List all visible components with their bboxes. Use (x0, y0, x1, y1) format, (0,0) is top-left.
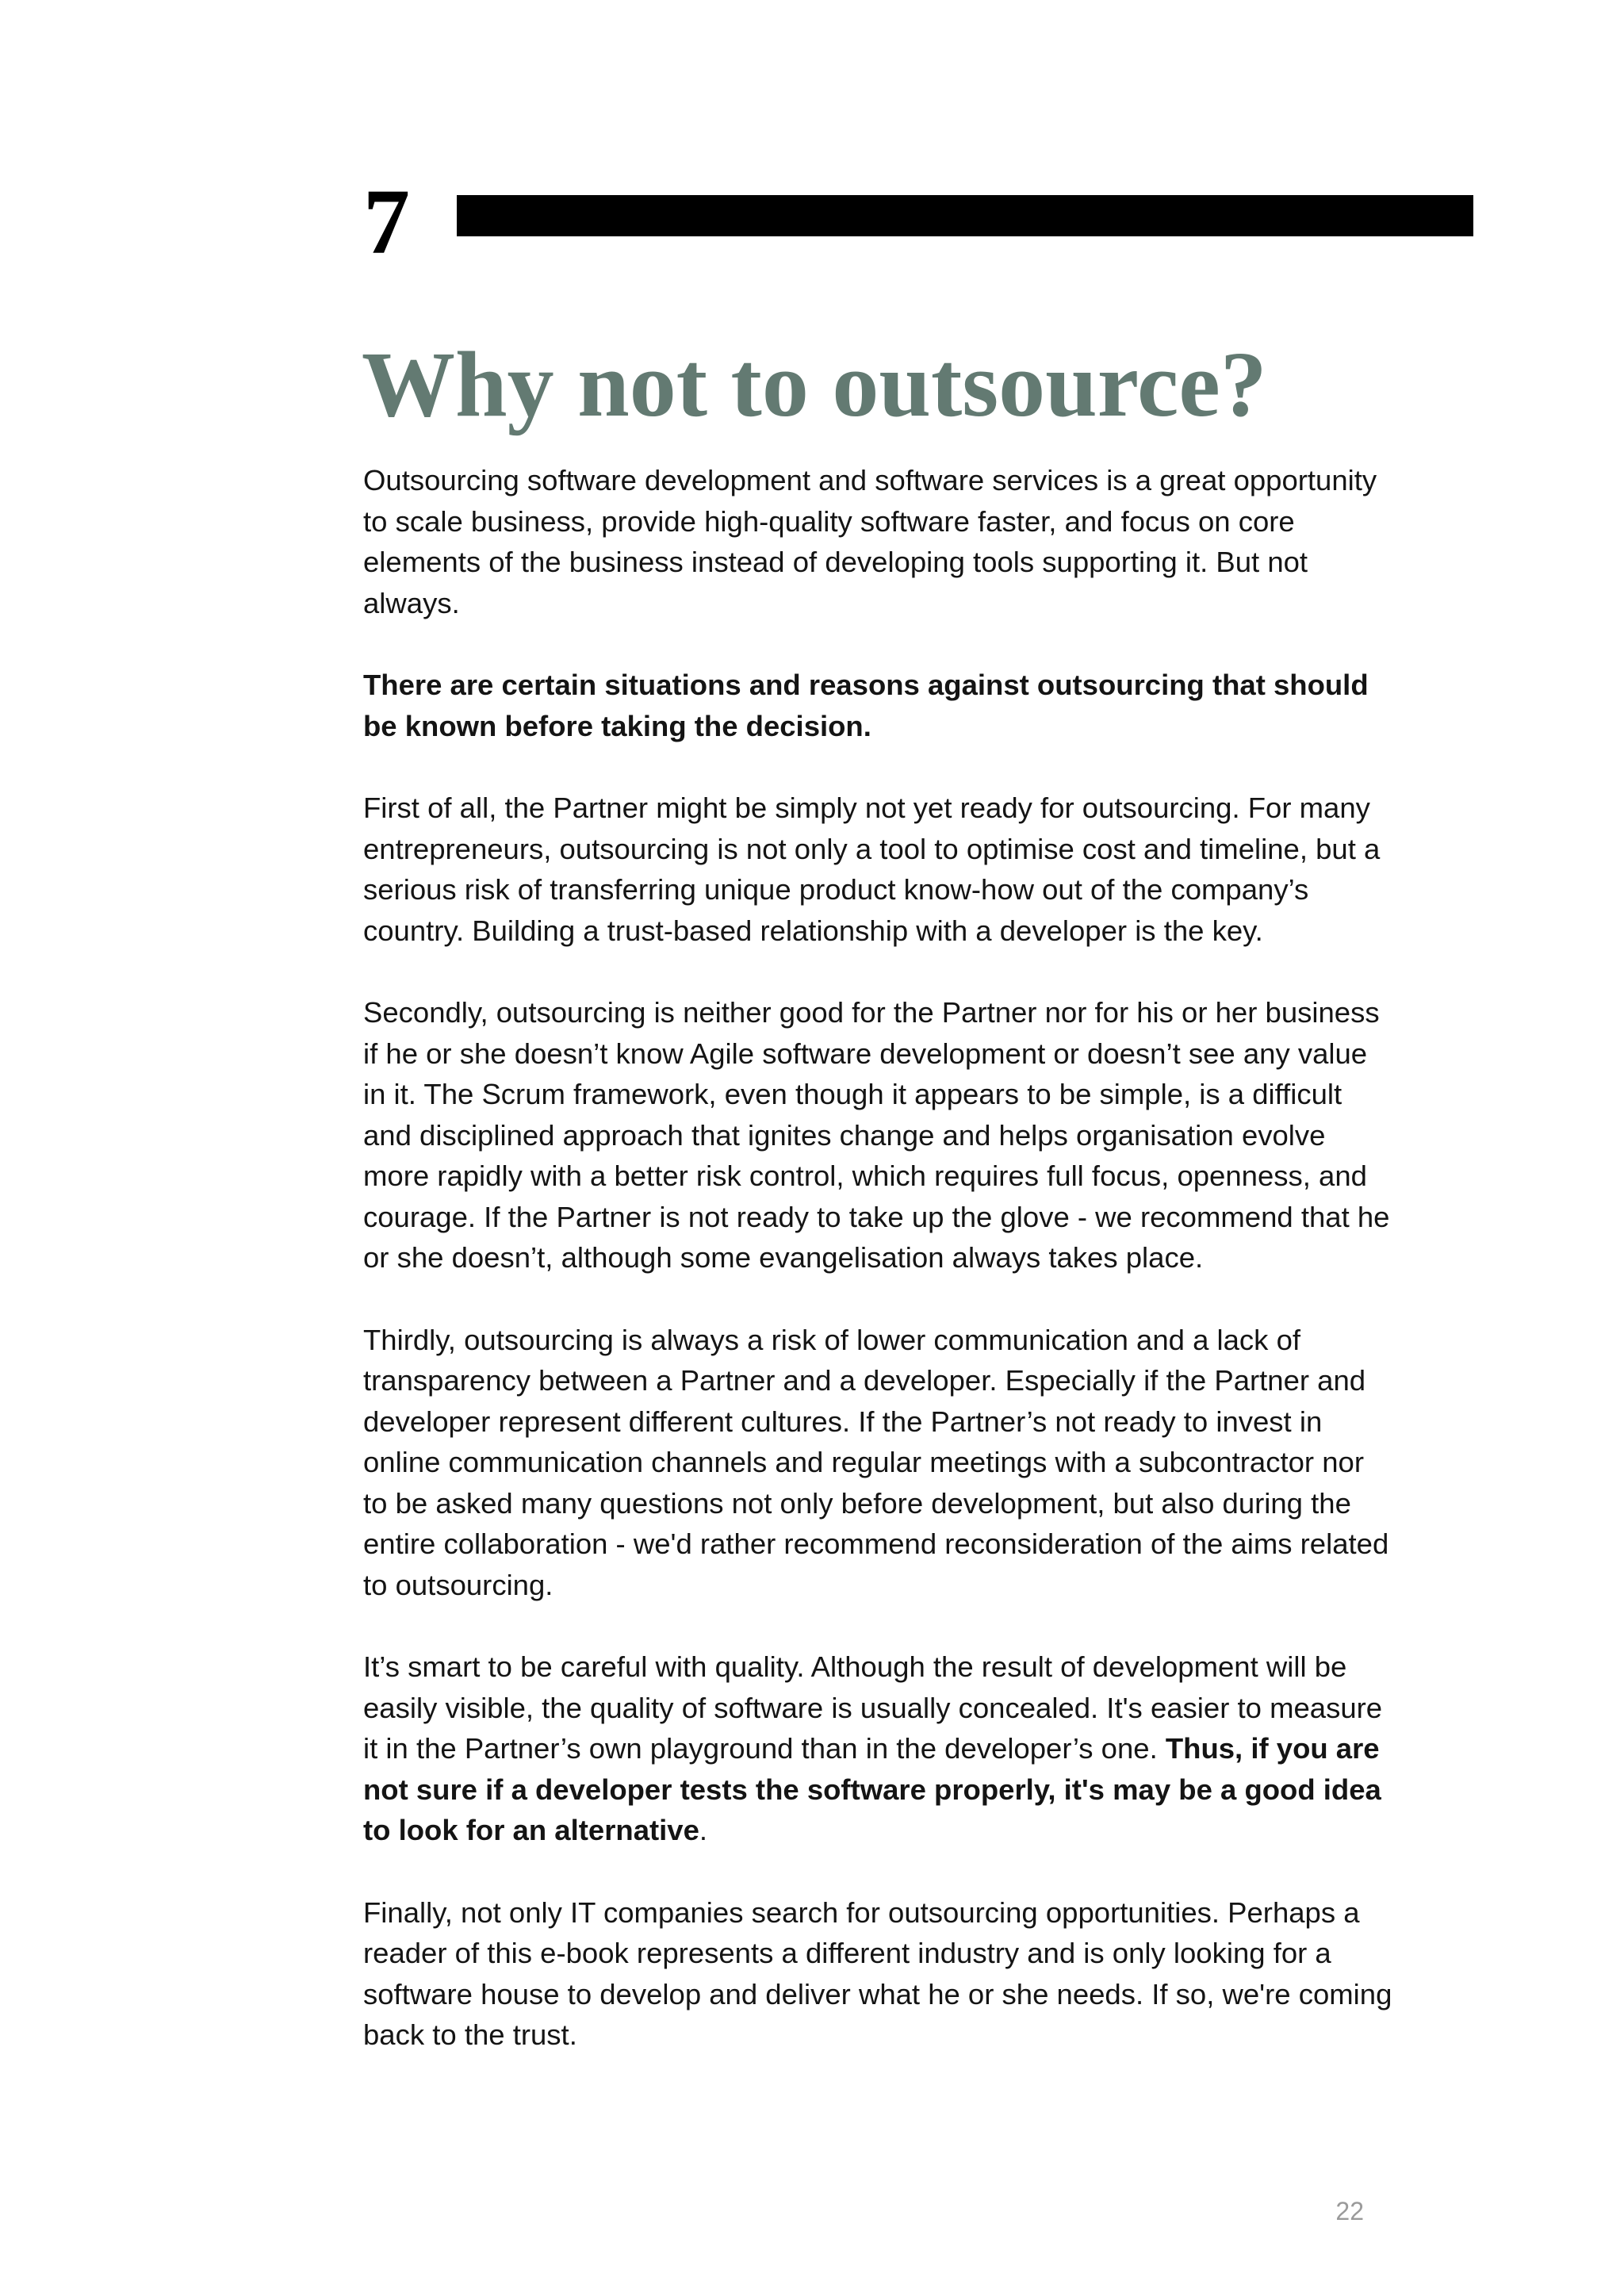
chapter-number: 7 (363, 170, 410, 274)
chapter-header (363, 170, 1473, 274)
quality-end: . (699, 1814, 708, 1846)
paragraph-quality (363, 1646, 1394, 1851)
quality-text: It’s smart to be careful with quality. Although the result of development will be easily visible, the quality of software is usually concealed. It's easier to measure it in the Partner’s own playground than in the developer’s one. (363, 1650, 1383, 1765)
paragraph-key-point: There are certain situations and reasons against outsourcing that should be known before taking the decision. (363, 669, 1369, 742)
paragraph-second-reason: Secondly, outsourcing is neither good for the Partner nor for his or her business if he or she doesn’t know Agile software development or doesn’t see any value in it. The Scrum framework, even though it appears to be simple, is a difficult and disciplined approach that ignites change and helps organisation evolve more rapidly with a better risk control, which requires full focus, openness, and courage. If the Partner is not ready to take up the glove - we recommend that he or she doesn’t, although some evangelisation always takes place. (363, 996, 1390, 1274)
paragraph-first-reason: First of all, the Partner might be simply not yet ready for outsourcing. For many entrepreneurs, outsourcing is not only a tool to optimise cost and timeline, but a serious risk of transferring unique product know-how out of the company’s country. Building a trust-based relationship with a developer is the key. (363, 792, 1381, 947)
page-title: Why not to outsource? (362, 332, 1267, 436)
page-number: 22 (1335, 2197, 1364, 2225)
quality-emphasis: Thus, if you are not sure if a developer tests the software properly, it's may be a good idea to look for an alternative (363, 1732, 1381, 1846)
paragraph-intro: Outsourcing software development and software services is a great opportunity to scale business, provide high-quality software faster, and focus on core elements of the business instead of developing tools supporting it. But not always. (363, 464, 1377, 619)
paragraph-third-reason: Thirdly, outsourcing is always a risk of lower communication and a lack of transparency between a Partner and a developer. Especially if the Partner and developer represent different cultures. If the Partner’s not ready to invest in online communication channels and regular meetings with a subcontractor nor to be asked many questions not only before development, but also during the entire collaboration - we'd rather recommend reconsideration of the aims related to outsourcing. (363, 1323, 1389, 1601)
paragraph-finally: Finally, not only IT companies search for outsourcing opportunities. Perhaps a reader of this e-book represents a different industry and is only looking for a software house to develop and deliver what he or she needs. If so, we're coming back to the trust. (363, 1895, 1392, 2051)
chapter-divider-bar (457, 195, 1473, 236)
body-text (363, 460, 1394, 2097)
